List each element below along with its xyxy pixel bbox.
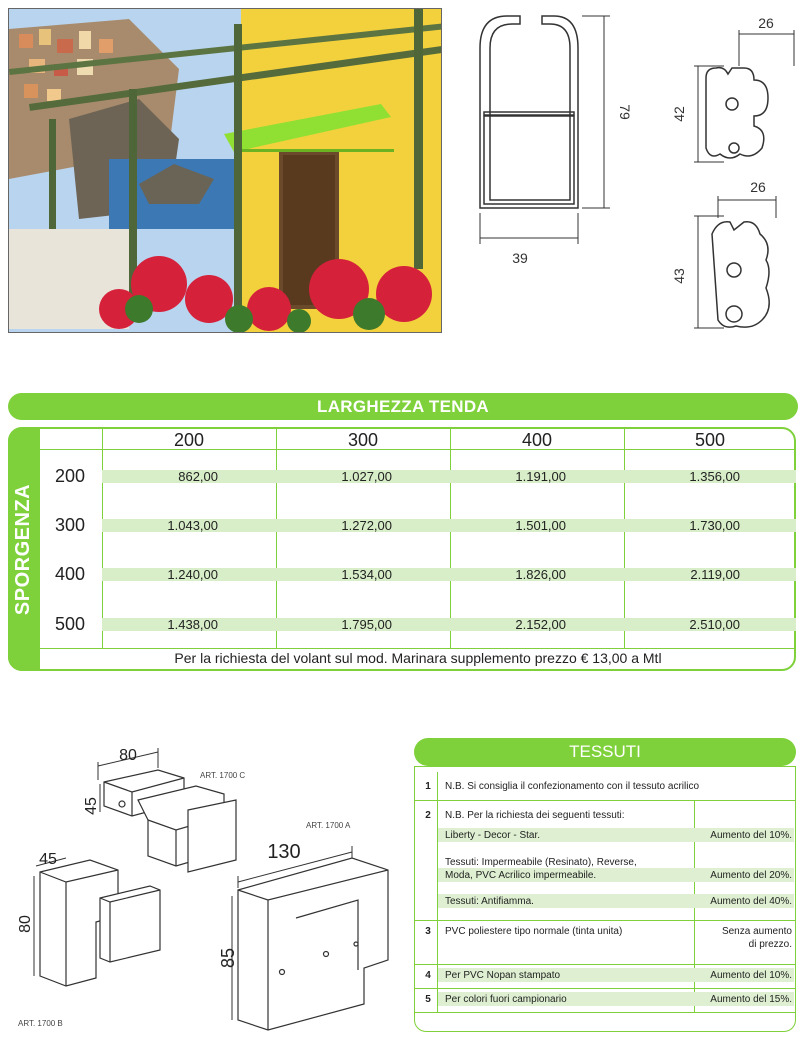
tessuti-row-number: 5 xyxy=(425,994,431,1005)
tessuti-row-number: 3 xyxy=(425,926,431,937)
bracket-b-width: 45 xyxy=(39,851,57,868)
tessuti-row-text: N.B. Per la richiesta dei seguenti tessuti: xyxy=(445,810,625,821)
price-cell: 1.501,00 xyxy=(515,518,566,533)
small-profile-b-drawing xyxy=(712,222,769,327)
main-profile-width: 39 xyxy=(512,250,528,266)
tessuti-subrow-pct: Aumento del 40%. xyxy=(710,896,792,907)
tessuti-subrow-text: Moda, PVC Acrilico impermeabile. xyxy=(445,870,597,881)
tessuti-row-pct: di prezzo. xyxy=(748,939,792,950)
price-cell: 1.043,00 xyxy=(167,518,218,533)
pergola-photo-illustration xyxy=(9,9,441,332)
price-cell: 1.272,00 xyxy=(341,518,392,533)
small-profile-b-width: 26 xyxy=(750,179,766,195)
price-cell: 1.356,00 xyxy=(689,469,740,484)
bracket-b-drawing xyxy=(40,860,160,986)
bracket-b-label: ART. 1700 B xyxy=(18,1019,63,1028)
price-cell: 1.826,00 xyxy=(515,567,566,582)
tessuti-row-number: 2 xyxy=(425,810,431,821)
column-divider xyxy=(624,429,625,648)
small-profile-a-width: 26 xyxy=(758,15,774,31)
column-header: 300 xyxy=(347,430,379,450)
column-header: 200 xyxy=(173,430,205,450)
tessuti-row-text: Per PVC Nopan stampato xyxy=(445,970,561,981)
column-divider xyxy=(276,429,277,648)
side-label-container xyxy=(8,427,40,671)
bracket-a-height: 85 xyxy=(218,947,238,969)
bracket-c-width: 80 xyxy=(119,747,137,764)
tessuti-row-divider xyxy=(414,988,796,989)
bracket-c-label: ART. 1700 C xyxy=(200,771,246,780)
price-cell: 2.152,00 xyxy=(515,617,566,632)
tessuti-subrow-pct: Aumento del 10%. xyxy=(710,830,792,841)
column-divider xyxy=(102,429,103,648)
bracket-c-drawing xyxy=(104,770,236,872)
price-cell: 1.027,00 xyxy=(341,469,392,484)
small-profile-a-height: 42 xyxy=(671,106,687,122)
tessuti-subrow-text: Tessuti: Impermeabile (Resinato), Reverse, xyxy=(445,857,637,868)
bracket-b-height: 80 xyxy=(17,915,34,933)
note-divider xyxy=(40,648,796,649)
tessuti-row-divider xyxy=(414,1012,796,1013)
tessuti-row-divider xyxy=(414,800,796,801)
row-header: 500 xyxy=(54,614,86,634)
price-cell: 1.240,00 xyxy=(167,567,218,582)
side-label: SPORGENZA xyxy=(12,483,35,615)
row-header: 400 xyxy=(54,564,86,584)
tessuti-subrow-text: Tessuti: Antifiamma. xyxy=(445,896,534,907)
product-photo xyxy=(8,8,442,333)
tessuti-row-text: Per colori fuori campionario xyxy=(445,994,567,1005)
column-header: 400 xyxy=(521,430,553,450)
tessuti-row-number: 4 xyxy=(425,970,431,981)
tessuti-row-text: N.B. Si consiglia il confezionamento con il tessuto acrilico xyxy=(445,781,700,792)
column-divider xyxy=(450,429,451,648)
tessuti-row-divider xyxy=(414,920,796,921)
price-cell: 1.438,00 xyxy=(167,617,218,632)
small-profile-a-drawing xyxy=(706,68,768,158)
main-profile-height: 79 xyxy=(617,104,633,120)
price-table-title: LARGHEZZA TENDA xyxy=(8,393,798,420)
tessuti-row-pct: Aumento del 15%. xyxy=(710,994,792,1005)
row-header: 200 xyxy=(54,466,86,486)
small-profile-b-height: 43 xyxy=(671,268,687,284)
price-cell: 1.795,00 xyxy=(341,617,392,632)
price-cell: 2.119,00 xyxy=(690,567,740,582)
bracket-c-height: 45 xyxy=(83,797,100,815)
tessuti-subrow-text: Liberty - Decor - Star. xyxy=(445,830,541,841)
bracket-a-label: ART. 1700 A xyxy=(306,821,351,830)
bracket-a-width: 130 xyxy=(267,841,301,863)
tessuti-row-pct: Aumento del 10%. xyxy=(710,970,792,981)
tessuti-title: TESSUTI xyxy=(414,738,796,766)
price-cell: 862,00 xyxy=(178,469,218,484)
price-cell: 1.534,00 xyxy=(341,567,392,582)
profile-drawings xyxy=(462,8,800,338)
bracket-a-drawing xyxy=(238,858,388,1030)
column-header: 500 xyxy=(694,430,726,450)
price-cell: 1.191,00 xyxy=(515,469,566,484)
price-cell: 2.510,00 xyxy=(689,617,740,632)
tessuti-row-pct: Senza aumento xyxy=(721,926,792,937)
tessuti-row-divider xyxy=(414,964,796,965)
tessuti-row-number: 1 xyxy=(425,781,431,792)
main-profile-drawing xyxy=(480,16,578,208)
tessuti-row-text: PVC poliestere tipo normale (tinta unita) xyxy=(445,926,623,937)
tessuti-subrow-pct: Aumento del 20%. xyxy=(710,870,792,881)
row-header: 300 xyxy=(54,515,86,535)
price-table xyxy=(8,427,796,671)
price-cell: 1.730,00 xyxy=(689,518,740,533)
volant-note: Per la richiesta del volant sul mod. Marinara supplemento prezzo € 13,00 a Mtl xyxy=(174,650,662,666)
bracket-drawings xyxy=(0,740,410,1037)
